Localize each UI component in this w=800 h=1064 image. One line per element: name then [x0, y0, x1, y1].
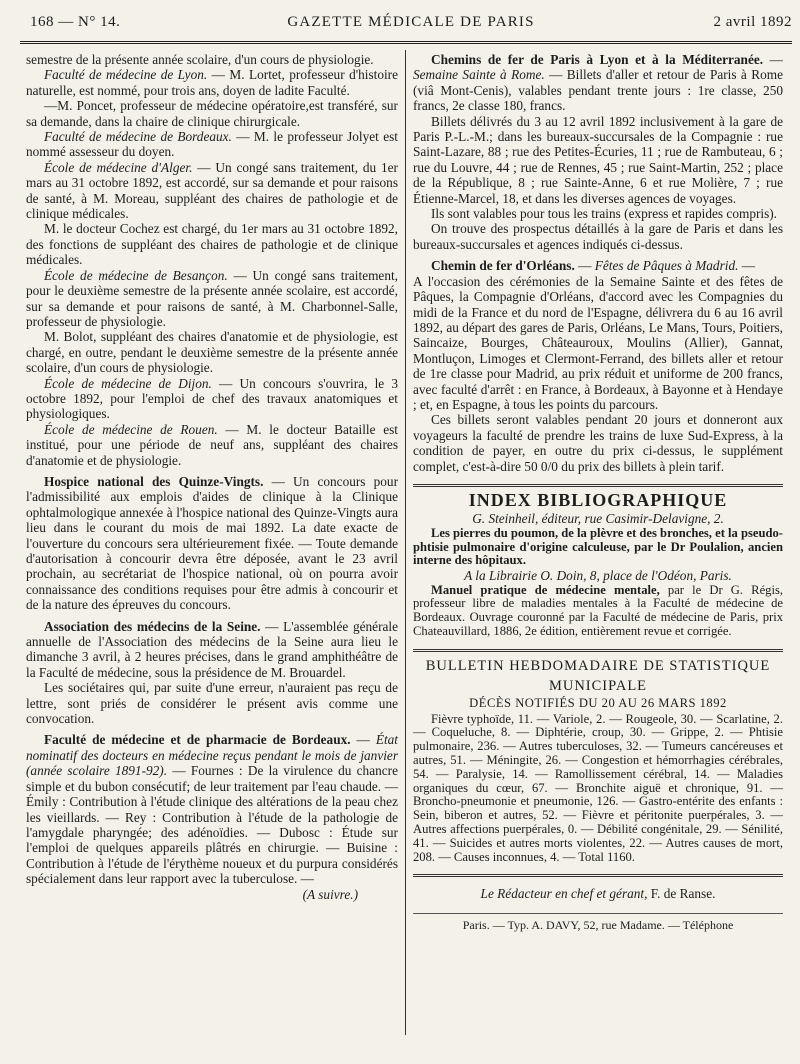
paragraph: École de médecine de Dijon. — Un concours s'ouvrira, le 3 octobre 1892, pour l'emploi de chef des travaux anatomiques et physiologiques.	[26, 375, 398, 422]
right-column	[413, 52, 783, 933]
editor-line: Le Rédacteur en chef et gérant, F. de Ranse.	[480, 886, 716, 902]
paragraph: École de médecine de Rouen. — M. le docteur Bataille est institué, pour une période de neuf ans, suppléant des chaires d'anatomie et de physiologie.	[26, 421, 398, 468]
section-heading: Chemin de fer d'Orléans.	[431, 258, 575, 274]
section-rule	[413, 913, 783, 914]
section-heading: Faculté de médecine de Bordeaux.	[44, 129, 232, 145]
printer-footer: Paris. — Typ. A. DAVY, 52, rue Madame. — Téléphone	[462, 917, 734, 932]
section-heading: École de médecine de Rouen.	[44, 421, 218, 437]
book-entry: Les pierres du poumon, de la plèvre et des bronches, et la pseudo-phtisie pulmonaire d'origine calculeuse, par le Dr Poulalion, ancien interne des hôpitaux.	[413, 525, 783, 568]
left-column	[26, 52, 398, 902]
paragraph: M. le docteur Cochez est chargé, du 1er mars au 31 octobre 1892, des fonctions de suppléant des chaires de pathologie et de clinique médicales.	[26, 221, 398, 268]
subheading: Fêtes de Pâques à Madrid.	[594, 258, 739, 274]
paragraph: Faculté de médecine et de pharmacie de Bordeaux. — État nominatif des docteurs en médecine reçus pendant le mois de janvier (année scolaire 1891-92). — Fournes : De la virulence du chancre simple et du bubon consécutif; de leur traitement par l'eau chaude. — Émily : Contribution à l'étude clinique des altérations de la peau chez les vieillards. — Rey : Contribution à l'étude de la pathologie de l'amygdale pharyngée; des adénoïdies. — Dubosc : Étude sur l'emploi de quelques appareils plâtrés en chirurgie. — Buisine : Contribution à l'étude de l'érythème noueux et du purpura considérés spécialement dans leur rapport avec la tuberculose. —	[26, 732, 398, 887]
paragraph: —M. Poncet, professeur de médecine opératoire,est transféré, sur sa demande, dans la chaire de clinique chirurgicale.	[26, 98, 398, 129]
section-heading: Association des médecins de la Seine.	[44, 618, 261, 634]
paragraph: École de médecine d'Alger. — Un congé sans traitement, du 1er mars au 31 octobre 1892, est accordé, sur sa demande et pour raisons de santé, à M. Moreau, suppléant des chaires de pathologie et de clinique médicales.	[26, 159, 398, 222]
section-heading: Faculté de médecine et de pharmacie de Bordeaux.	[44, 732, 351, 748]
paragraph: Chemin de fer d'Orléans. — Fêtes de Pâques à Madrid. —	[431, 258, 756, 274]
paragraph: École de médecine de Besançon. — Un congé sans traitement, pour le deuxième semestre de la présente année scolaire, est accordé, sur sa demande et pour raisons de santé, à M. Charbonnel-Salle, professeur de physiologie.	[26, 267, 399, 329]
bulletin-title: BULLETIN HEBDOMADAIRE DE STATISTIQUE	[425, 657, 771, 674]
page-header	[30, 14, 792, 36]
continued-note: (A suivre.)	[302, 886, 358, 902]
section-heading: École de médecine d'Alger.	[44, 159, 193, 175]
section-rule	[413, 484, 783, 487]
deaths-heading: DÉCÈS NOTIFIÉS DU 20 AU 26 MARS 1892	[469, 695, 727, 710]
section-heading: Chemins de fer de Paris à Lyon et à la Méditerranée.	[431, 52, 764, 67]
paragraph: Association des médecins de la Seine. — L'assemblée générale annuelle de l'Association des médecins de la Seine aura lieu le dimanche 3 avril, à 2 heures précises, dans le grand amphithéâtre de la Faculté de médecine, sous la présidence de M. Brouardel.	[26, 618, 398, 680]
subheading: État nominatif des docteurs en médecine reçus pendant le mois de janvier (année scolaire 1891-92).	[26, 732, 398, 779]
journal-title: GAZETTE MÉDICALE DE PARIS	[287, 14, 535, 30]
section-rule	[413, 874, 783, 877]
paragraph: M. Bolot, suppléant des chaires d'anatomie et de physiologie, est chargé, en outre, pendant le deuxième semestre de la présente année scolaire, d'un cours de physiologie.	[26, 329, 398, 376]
paragraph: Faculté de médecine de Bordeaux. — M. le professeur Jolyet est nommé assesseur du doyen.	[26, 129, 398, 160]
book-entry: Manuel pratique de médecine mentale, par le Dr G. Régis, professeur libre de maladies mentales à la Faculté de médecine de Bordeaux. Ouvrage couronné par la Faculté de médecine de Paris, prix Chateauvillard, 1886, 2e édition, entièrement revue et corrigée.	[413, 582, 783, 638]
paragraph: Ces billets seront valables pendant 20 jours et donneront aux voyageurs la faculté de prendre les trains de luxe Sud-Express, à la condition de payer, en outre du prix ci-dessus, le supplément complet, c'est-à-dire 50 0/0 du prix des billets à plein tarif.	[413, 412, 783, 474]
paragraph: A l'occasion des cérémonies de la Semaine Sainte et des fêtes de Pâques, la Compagnie d'Orléans, d'accord avec les Compagnies du midi de la France et du nord de l'Espagne, délivrera du 6 au 16 avril 1892, au départ des gares de Paris, Orléans, Le Mans, Tours, Poitiers, Saincaize, Bourges, Châteauroux, Moulins (Allier), Gannat, Montluçon, Limoges et Clermont-Ferrand, des billets aller et retour de 1re classe pour Madrid, au prix réduit et uniforme de 200 francs, avec faculté d'arrêt : en France, à Bordeaux, à Bayonne et à Hendaye ; et, en Espagne, à tous les points du parcours.	[413, 273, 783, 412]
paragraph: Les sociétaires qui, par suite d'une erreur, n'auraient pas reçu de lettre, sont priés de considérer le présent avis comme une convocation.	[26, 680, 398, 727]
paragraph: Hospice national des Quinze-Vingts. — Un concours pour l'admissibilité aux emplois d'aides de clinique à la Clinique ophtalmologique annexée à l'hospice national des Quinze-Vingts aura lieu dans le courant du mois de mai 1892. La date exacte de l'ouverture du concours sera ultérieurement fixée. — Toute demande d'autorisation à concourir devra être déposée, avant le 23 avril prochain, au secrétariat de l'hospice national, où on pourra avoir connaissance des conditions requises pour être admis à concourir et de la nature des épreuves du concours.	[26, 473, 399, 613]
section-heading: École de médecine de Dijon.	[44, 375, 212, 391]
paragraph: Billets délivrés du 3 au 12 avril 1892 inclusivement à la gare de Paris P.-L.-M.; dans les bureaux-succursales de la Compagnie : rue Saint-Lazare, 88 ; rue des Petites-Écuries, 11 ; rue de Rambuteau, 6 ; rue du Louvre, 44 ; rue de Rennes, 45 ; rue Saint-Martin, 252 ; place de la République, 8 ; rue Sainte-Anne, 6 et rue Molière, 7 ; rue Étienne-Marcel, 18, et dans les diverses agences de voyages.	[413, 113, 783, 206]
paragraph: Ils sont valables pour tous les trains (express et rapides compris).	[431, 206, 778, 222]
publisher-line: G. Steinheil, éditeur, rue Casimir-Delavigne, 2.	[472, 511, 724, 527]
section-heading: Hospice national des Quinze-Vingts.	[44, 473, 264, 489]
subheading: Semaine Sainte à Rome.	[413, 67, 545, 83]
statistics-paragraph: Fièvre typhoïde, 11. — Variole, 2. — Rougeole, 30. — Scarlatine, 2. — Coqueluche, 8. — Diphtérie, croup, 30. — Grippe, 2. — Phtisie pulmonaire, 236. — Autres tuberculoses, 32. — Tumeurs cancéreuses et autres, 51. — Méningite, 26. — Congestion et hémorrhagies cérébrales, 54. — Paralysie, 14. — Ramollissement cérébral, 14. — Maladies organiques du cœur, 67. — Bronchite aiguë et chronique, 91. — Broncho-pneumonie et pneumonie, 126. — Gastro-entérite des enfants : Sein, biberon et autres, 52. — Fièvre et péritonite puerpérales, 3. — Autres affections puerpérales, 0. — Débilité congénitale, 29. — Sénilité, 41. — Suicides et autres morts violentes, 22. — Autres causes de mort, 208. — Causes inconnues, 4. — Total 1160.	[413, 711, 783, 864]
publisher-line: A la Librairie O. Doin, 8, place de l'Odéon, Paris.	[464, 568, 732, 584]
section-rule	[413, 649, 783, 652]
column-divider	[405, 50, 406, 1035]
bulletin-title-line2: MUNICIPALE	[548, 677, 648, 694]
index-title: INDEX BIBLIOGRAPHIQUE	[468, 489, 728, 510]
paragraph: semestre de la présente année scolaire, d'un cours de physiologie.	[26, 52, 374, 67]
section-heading: Faculté de médecine de Lyon.	[44, 67, 208, 83]
paragraph: On trouve des prospectus détaillés à la gare de Paris et dans les bureaux-succursales et agences indiqués ci-dessus.	[413, 221, 783, 252]
header-rule	[20, 41, 792, 44]
issue-date: 2 avril 1892	[713, 14, 792, 30]
paragraph: Chemins de fer de Paris à Lyon et à la Méditerranée. — Semaine Sainte à Rome. — Billets d'aller et retour de Paris à Rome (viâ Mont-Cenis), valables pendant trente jours : 1re classe, 250 francs, 2e classe 180, francs.	[413, 52, 783, 114]
section-heading: École de médecine de Besançon.	[44, 267, 228, 283]
paragraph: Faculté de médecine de Lyon. — M. Lortet, professeur d'histoire naturelle, est nommé, pour trois ans, doyen de ladite Faculté.	[26, 67, 398, 98]
page-number: 168 — N° 14.	[30, 14, 121, 30]
